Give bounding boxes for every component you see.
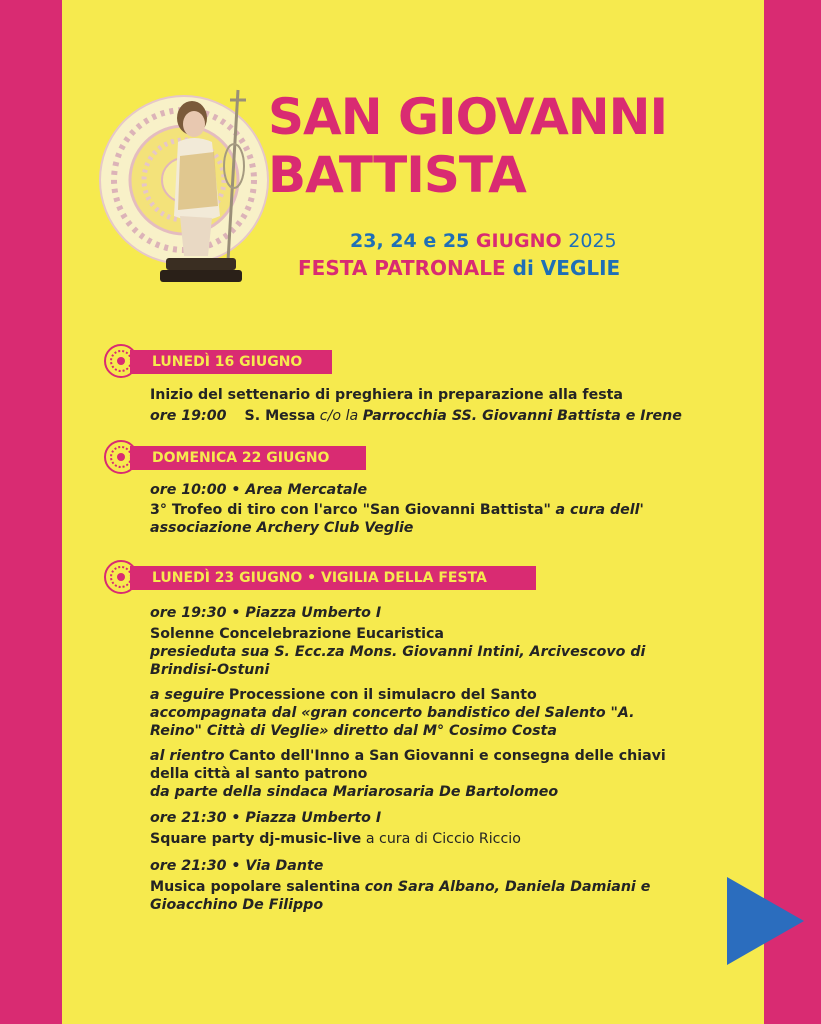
day3-item2-desc2: Reino" Città di Veglie» diretto dal M° Cosimo Costa	[150, 723, 557, 739]
day3-item4-rest: a cura di Ciccio Riccio	[365, 831, 521, 847]
dates-month: GIUGNO	[475, 230, 562, 252]
day3-item5-when: ore 21:30 • Via Dante	[150, 858, 324, 874]
day3-item1-desc2: Brindisi-Ostuni	[150, 662, 270, 678]
page-title	[268, 88, 667, 204]
day3-item1-when: ore 19:30 • Piazza Umberto I	[150, 605, 382, 621]
festa-di: di	[512, 256, 534, 280]
day3-item2-prefix: a seguire	[150, 687, 225, 703]
day3-item4-when: ore 21:30 • Piazza Umberto I	[150, 810, 382, 826]
day3-item3-desc1: da parte della sindaca Mariarosaria De Bartolomeo	[150, 784, 559, 800]
day1-time: ore 19:00	[150, 408, 227, 424]
day2-event-title: 3° Trofeo di tiro con l'arco "San Giovanni Battista"	[150, 502, 551, 518]
title-line-1: SAN GIOVANNI	[268, 88, 668, 146]
day2-event	[150, 501, 644, 519]
day3-item3-title2: della città al santo patrono	[150, 766, 368, 782]
day3-item1-desc1: presieduta sua S. Ecc.za Mons. Giovanni Intini, Arcivescovo di	[150, 644, 646, 660]
festa-subtitle	[298, 256, 620, 280]
day3-item3-prefix: al rientro	[150, 748, 225, 764]
day3-item2-title: Processione con il simulacro del Santo	[228, 687, 537, 703]
dates-year: 2025	[568, 230, 617, 252]
day3-item5-line	[150, 878, 650, 896]
saint-statue-image	[150, 86, 250, 286]
day3-item5-title: Musica popolare salentina	[150, 879, 361, 895]
day1-line1: Inizio del settenario di preghiera in preparazione alla festa	[150, 387, 624, 403]
day3-item5-rest: con Sara Albano, Daniela Damiani e	[364, 879, 651, 895]
dates-numbers: 23, 24 e 25	[350, 230, 470, 252]
day3-item2-head	[150, 686, 537, 704]
day2-when: ore 10:00 • Area Mercatale	[150, 482, 368, 498]
day3-item2-desc1: accompagnata dal «gran concerto bandistico del Salento "A.	[150, 705, 635, 721]
title-line-2: BATTISTA	[268, 146, 526, 204]
event-dates	[350, 230, 617, 252]
day2-cura: a cura dell'	[555, 502, 644, 518]
day3-item1-title: Solenne Concelebrazione Eucaristica	[150, 626, 444, 642]
day3-item4-title: Square party dj-music-live	[150, 831, 362, 847]
day1-co: c/o la	[319, 408, 359, 424]
day3-item5-desc2: Gioacchino De Filippo	[150, 897, 324, 913]
day1-parish: Parrocchia SS. Giovanni Battista e Irene	[362, 408, 682, 424]
next-arrow-icon[interactable]	[727, 877, 804, 965]
day3-item3-title: Canto dell'Inno a San Giovanni e consegna delle chiavi	[229, 748, 666, 764]
festa-label: FESTA PATRONALE	[298, 256, 506, 280]
festa-town: VEGLIE	[540, 256, 621, 280]
day1-messa: S. Messa	[244, 408, 316, 424]
day2-cura-2: associazione Archery Club Veglie	[150, 520, 414, 536]
day1-line2	[150, 407, 682, 425]
day3-item4-line	[150, 830, 521, 848]
day-heading-label: LUNEDÌ 23 GIUGNO • VIGILIA DELLA FESTA	[130, 566, 536, 590]
day-heading-label: LUNEDÌ 16 GIUGNO	[130, 350, 332, 374]
day-heading-label: DOMENICA 22 GIUGNO	[130, 446, 366, 470]
day3-item3-head	[150, 747, 666, 765]
